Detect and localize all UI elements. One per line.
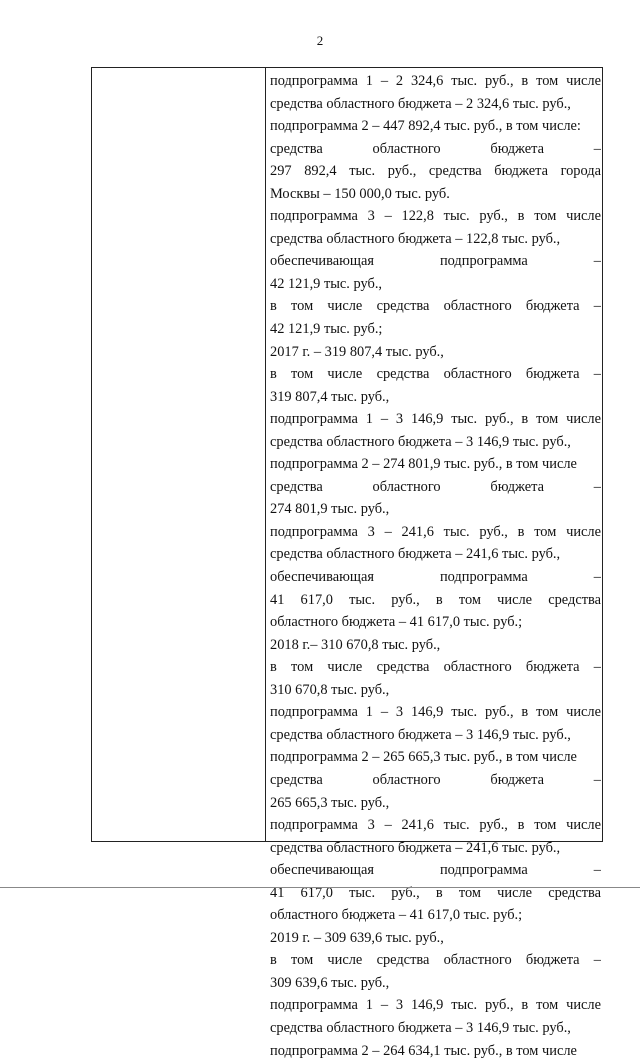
- text-line: подпрограмма 3 – 241,6 тыс. руб., в том числе: [270, 817, 601, 834]
- text-line: областного бюджета – 41 617,0 тыс. руб.;: [270, 907, 523, 924]
- text-line: средства областного бюджета –: [270, 140, 601, 157]
- page-bottom-rule: [0, 887, 640, 888]
- text-line: 297 892,4 тыс. руб., средства бюджета города: [270, 163, 601, 180]
- text-line: 42 121,9 тыс. руб.,: [270, 275, 383, 292]
- text-line: 2017 г. – 319 807,4 тыс. руб.,: [270, 343, 444, 360]
- text-line: обеспечивающая подпрограмма –: [270, 253, 601, 270]
- table-right-cell: [270, 70, 601, 1062]
- text-line: средства областного бюджета – 241,6 тыс. руб.,: [270, 839, 561, 856]
- text-line: обеспечивающая подпрограмма –: [270, 862, 601, 879]
- text-line: подпрограмма 1 – 3 146,9 тыс. руб., в том числе: [270, 997, 601, 1014]
- text-line: средства областного бюджета –: [270, 478, 601, 495]
- text-line: подпрограмма 2 – 274 801,9 тыс. руб., в том числе: [270, 456, 577, 473]
- text-line: 42 121,9 тыс. руб.;: [270, 321, 383, 338]
- page-number: 2: [316, 33, 324, 48]
- text-line: подпрограмма 2 – 447 892,4 тыс. руб., в том числе:: [270, 118, 581, 135]
- text-line: 310 670,8 тыс. руб.,: [270, 681, 390, 698]
- text-line: подпрограмма 2 – 265 665,3 тыс. руб., в том числе: [270, 749, 577, 766]
- text-line: подпрограмма 2 – 264 634,1 тыс. руб., в том числе: [270, 1042, 577, 1059]
- text-line: средства областного бюджета – 241,6 тыс. руб.,: [270, 546, 561, 563]
- text-line: 2018 г.– 310 670,8 тыс. руб.,: [270, 636, 441, 653]
- text-line: 41 617,0 тыс. руб., в том числе средства: [270, 884, 601, 901]
- text-line: Москвы – 150 000,0 тыс. руб.: [270, 185, 450, 202]
- text-line: в том числе средства областного бюджета –: [270, 298, 601, 315]
- text-line: в том числе средства областного бюджета –: [270, 952, 601, 969]
- text-line: в том числе средства областного бюджета –: [270, 659, 601, 676]
- text-line: 2019 г. – 309 639,6 тыс. руб.,: [270, 929, 444, 946]
- text-line: в том числе средства областного бюджета –: [270, 366, 601, 383]
- text-line: подпрограмма 1 – 3 146,9 тыс. руб., в том числе: [270, 411, 601, 428]
- document-table: [91, 67, 603, 1059]
- text-line: подпрограмма 3 – 122,8 тыс. руб., в том числе: [270, 208, 601, 225]
- text-line: средства областного бюджета – 3 146,9 тыс. руб.,: [270, 726, 571, 743]
- text-line: 309 639,6 тыс. руб.,: [270, 974, 390, 991]
- text-line: средства областного бюджета –: [270, 771, 601, 788]
- table-left-cell: [92, 68, 266, 841]
- text-line: средства областного бюджета – 3 146,9 тыс. руб.,: [270, 433, 571, 450]
- text-line: средства областного бюджета – 2 324,6 тыс. руб.,: [270, 95, 571, 112]
- text-line: обеспечивающая подпрограмма –: [270, 569, 601, 586]
- text-line: подпрограмма 1 – 2 324,6 тыс. руб., в том числе: [270, 73, 601, 89]
- text-line: 319 807,4 тыс. руб.,: [270, 388, 390, 405]
- text-line: 265 665,3 тыс. руб.,: [270, 794, 390, 811]
- text-line: 41 617,0 тыс. руб., в том числе средства: [270, 591, 601, 608]
- text-line: средства областного бюджета – 122,8 тыс. руб.,: [270, 230, 561, 247]
- text-line: 274 801,9 тыс. руб.,: [270, 501, 390, 518]
- text-line: подпрограмма 3 – 241,6 тыс. руб., в том числе: [270, 523, 601, 540]
- text-line: областного бюджета – 41 617,0 тыс. руб.;: [270, 614, 523, 631]
- text-line: подпрограмма 1 – 3 146,9 тыс. руб., в том числе: [270, 704, 601, 721]
- text-line: средства областного бюджета – 3 146,9 тыс. руб.,: [270, 1019, 571, 1036]
